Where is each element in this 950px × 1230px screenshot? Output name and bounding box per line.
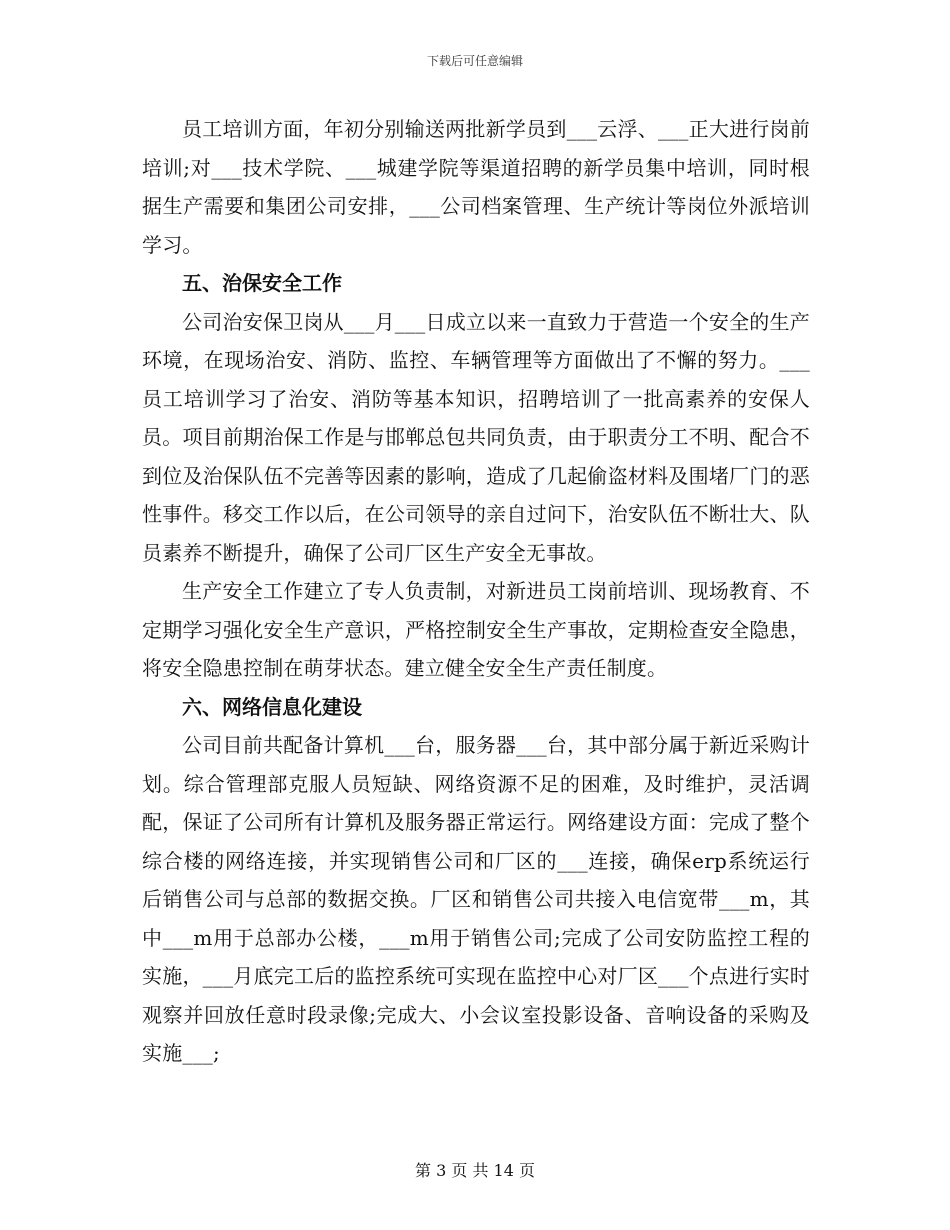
section-heading-network: 六、网络信息化建设 (182, 694, 362, 719)
page-header: 下载后可任意编辑 (426, 54, 523, 68)
document-body (142, 110, 810, 1073)
paragraph-production-safety: 生产安全工作建立了专人负责制，对新进员工岗前培训、现场教育、不定期学习强化安全生产意识，严格控制安全生产事故，定期检查安全隐患，将安全隐患控制在萌芽状态。建立健全安全生产责任制度。 (142, 579, 810, 680)
paragraph-training: 员工培训方面，年初分别输送两批新学员到___云浮、___正大进行岗前培训;对___技术学院、___城建学院等渠道招聘的新学员集中培训，同时根据生产需要和集团公司安排，___公司档案管理、生产统计等岗位外派培训学习。 (142, 117, 810, 257)
paragraph-network: 公司目前共配备计算机___台，服务器___台，其中部分属于新近采购计划。综合管理部克服人员短缺、网络资源不足的困难，及时维护，灵活调配，保证了公司所有计算机及服务器正常运行。网络建设方面：完成了整个综合楼的网络连接，并实现销售公司和厂区的___连接，确保erp系统运行后销售公司与总部的数据交换。厂区和销售公司共接入电信宽带___m，其中___m用于总部办公楼，___m用于销售公司;完成了公司安防监控工程的实施，___月底完工后的监控系统可实现在监控中心对厂区___个点进行实时观察并回放任意时段录像;完成大、小会议室投影设备、音响设备的采购及实施___; (142, 733, 810, 1065)
paragraph-security-guard: 公司治安保卫岗从___月___日成立以来一直致力于营造一个安全的生产环境，在现场治安、消防、监控、车辆管理等方面做出了不懈的努力。___员工培训学习了治安、消防等基本知识，招聘培训了一批高素养的安保人员。项目前期治保工作是与邯郸总包共同负责，由于职责分工不明、配合不到位及治保队伍不完善等因素的影响，造成了几起偷盗材料及围堵厂门的恶性事件。移交工作以后，在公司领导的亲自过问下，治安队伍不断壮大、队员素养不断提升，确保了公司厂区生产安全无事故。 (142, 309, 810, 565)
section-heading-security: 五、治保安全工作 (182, 271, 342, 295)
page-footer: 第 3 页 共 14 页 (415, 1161, 535, 1180)
